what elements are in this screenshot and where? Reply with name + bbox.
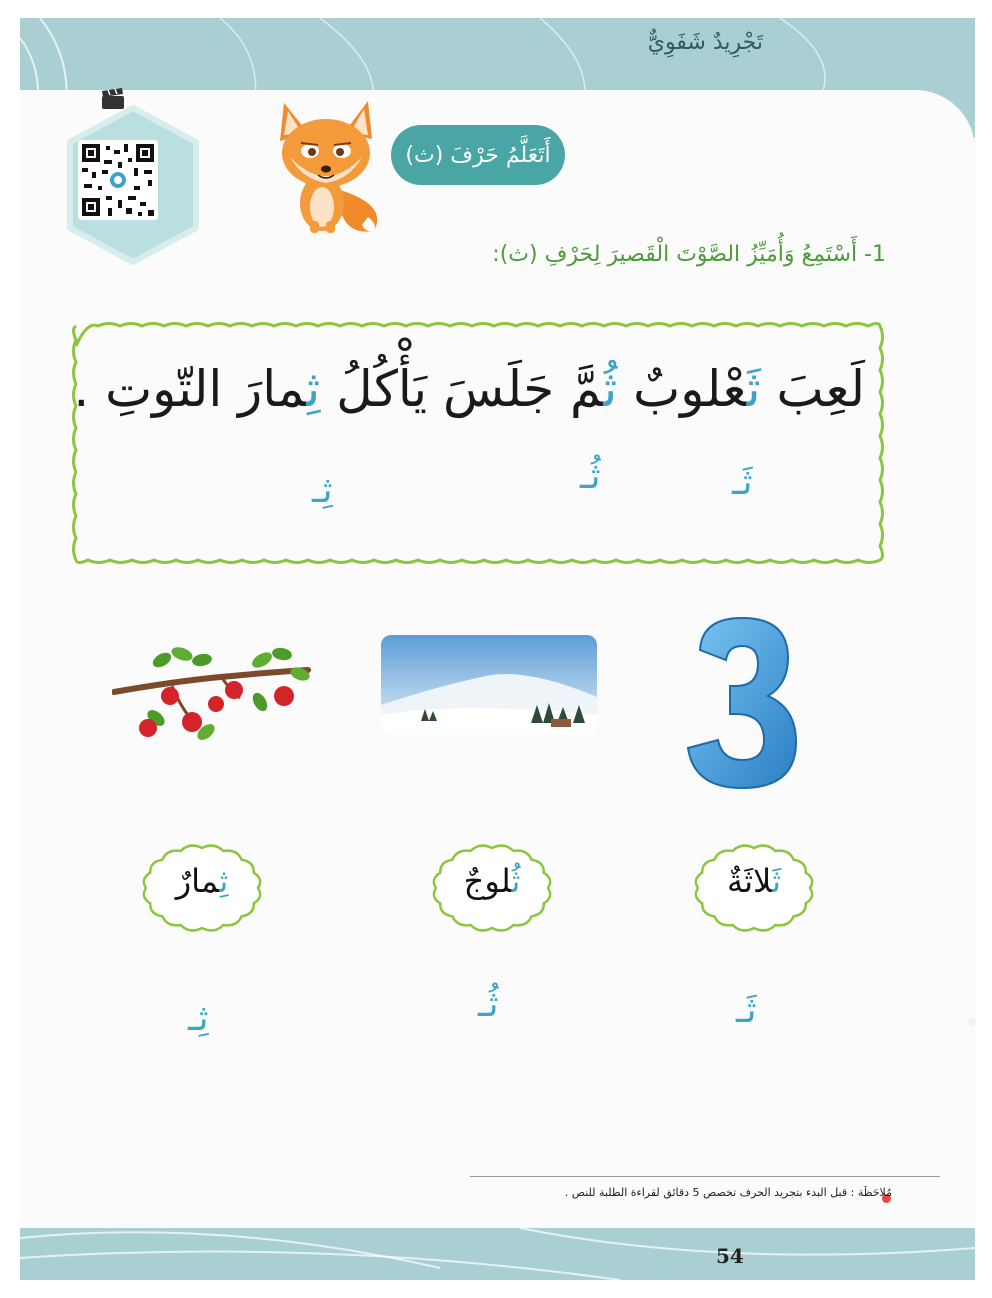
header-title: تَجْرِيدٌ شَفَوِيٌّ: [647, 30, 763, 55]
exercise-instruction: 1- أَسْتَمِعُ وَأُمَيِّزُ الصَّوْتَ الْقَصيرَ لِحَرْفِ (ث):: [492, 242, 886, 267]
sentence-highlight-tha-damma: ثُ: [603, 360, 618, 418]
sentence-part-2: عْلوبٌ: [617, 360, 747, 418]
video-clapper-icon: [100, 88, 126, 110]
qr-code-icon[interactable]: [78, 140, 158, 220]
number-three-label: 3: [741, 720, 743, 721]
sentence-letter-fatha: ثَـ: [732, 462, 753, 503]
footer-wave-decoration: [20, 1228, 975, 1280]
fox-illustration: [270, 95, 390, 235]
sentence-text: [73, 360, 865, 418]
word-thalatha: [690, 862, 818, 900]
sentence-letter-damma: ثُـ: [580, 456, 601, 497]
word-letter-fatha: ثَـ: [736, 990, 757, 1031]
sentence-part-3: مَّ جَلَسَ يَأْكُلُ: [320, 360, 604, 418]
word-rest: لاثَةٌ: [726, 862, 773, 900]
word-letter-kasra: ثِـ: [188, 998, 209, 1039]
page-number: 54: [716, 1244, 744, 1268]
sentence-highlight-tha-kasra: ثِ: [306, 360, 321, 418]
word-highlight: ثِ: [219, 862, 229, 900]
lesson-title: أَتَعَلَّمُ حَرْفَ (ث): [391, 125, 565, 185]
footnote-text: مُلاحَظَة : قبل البدء بتجريد الحرف تخصص 5 دقائق لقراءة الطلبة للنص .: [564, 1186, 892, 1199]
word-letter-damma: ثُـ: [478, 984, 499, 1025]
footer-band: [20, 1228, 975, 1280]
page-edge-mark: [968, 1018, 976, 1026]
sentence-wavy-frame: [68, 318, 888, 568]
sentence-highlight-tha-fatha: ثَ: [746, 360, 761, 418]
sentence-part-4: مارَ التّوتِ .: [73, 360, 307, 418]
word-highlight: ثَ: [772, 862, 782, 900]
snow-landscape-image: [381, 635, 597, 735]
fruit-branch-image: [112, 640, 312, 750]
word-rest: مارٌ: [175, 862, 220, 900]
sentence-letter-kasra: ثِـ: [312, 470, 333, 511]
word-thuluj: [428, 862, 556, 900]
word-rest: لوجٌ: [463, 862, 512, 900]
footnote-divider: [470, 1176, 940, 1177]
word-highlight: ثُ: [511, 862, 521, 900]
sentence-part-1: لَعِبَ: [760, 360, 865, 418]
number-three-image: [680, 610, 805, 795]
word-thimar: [138, 862, 266, 900]
